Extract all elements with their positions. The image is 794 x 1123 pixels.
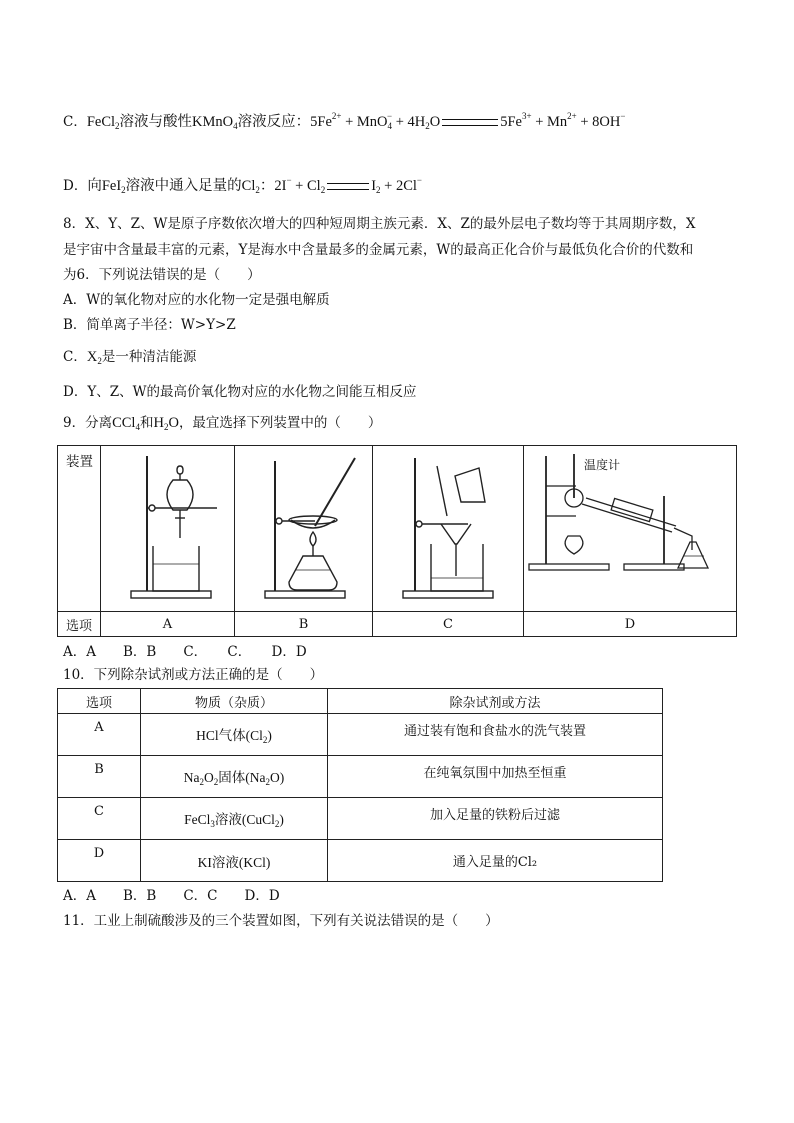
q9-option-d: D xyxy=(524,612,737,637)
q8-option-b: B．简单离子半径：W>Y>Z xyxy=(63,317,236,333)
q9-option-b: B xyxy=(235,612,373,637)
option-d-label: D． xyxy=(63,178,88,194)
q9-answers: A．A B．B C． C． D．D xyxy=(63,644,307,660)
q8-option-d: D．Y、Z、W的最高价氧化物对应的水化物之间能互相反应 xyxy=(63,384,417,400)
option-c xyxy=(63,106,625,136)
thermometer-label: 温度计 xyxy=(584,458,621,472)
q10-row: A HCl气体$(Cl_2)$ 通过装有饱和食盐水的洗气装置 xyxy=(58,714,663,756)
q9-option-c: C xyxy=(373,612,524,637)
q9-option-header: 选项 xyxy=(58,612,101,637)
q8-option-c: C．$X_2$是一种清洁能源 xyxy=(63,349,197,366)
apparatus-a-separatory-funnel xyxy=(101,446,235,612)
q10-answers: A．A B．B C．C D．D xyxy=(63,888,280,904)
q9-apparatus-table xyxy=(57,445,737,637)
q10-row: D KI溶液(KCl) 通入足量的Cl₂ xyxy=(58,840,663,882)
apparatus-d-distillation xyxy=(524,446,737,612)
option-d xyxy=(63,170,422,200)
q10-stem: 10．下列除杂试剂或方法正确的是（ ） xyxy=(63,667,324,683)
q10-row: C FeCl$_3$溶液(CuCl$_2$) 加入足量的铁粉后过滤 xyxy=(58,798,663,840)
q8-stem-line-3: 为6．下列说法错误的是（ ） xyxy=(63,267,261,283)
q8-stem-line-1: 8．X、Y、Z、W是原子序数依次增大的四种短周期主族元素．X、Z的最外层电子数均等于其周期序数，X xyxy=(63,216,696,232)
q9-stem: 9．分离CCl$_4$和$H_2O$，最宜选择下列装置中的（ ） xyxy=(63,415,382,432)
option-c-equation: FeCl$_2$溶液与酸性KMnO$_4$溶液反应：$5Fe^{2+} + MnO_4^- + 4H_2O$ $5Fe^{3+} + Mn^{2+} + 8OH^-$ xyxy=(86,111,626,131)
q9-option-a: A xyxy=(101,612,235,637)
apparatus-c-filtration xyxy=(373,446,524,612)
q8-stem-line-2: 是宇宙中含量最丰富的元素，Y是海水中含量最多的金属元素，W的最高正化合价与最低负化合价的代数和 xyxy=(63,242,694,258)
q11-stem: 11．工业上制硫酸涉及的三个装置如图，下列有关说法错误的是（ ） xyxy=(63,913,499,929)
q10-table xyxy=(57,688,663,882)
q9-row-header: 装置 xyxy=(58,446,101,612)
q8-option-a: A．W的氧化物对应的水化物一定是强电解质 xyxy=(63,292,330,308)
apparatus-b-evaporation xyxy=(235,446,373,612)
q10-header-substance: 物质（杂质） xyxy=(141,689,328,714)
q10-header-option: 选项 xyxy=(58,689,141,714)
q10-row: B $Na_2O_2$固体$(Na_2O)$ 在纯氧氛围中加热至恒重 xyxy=(58,756,663,798)
q10-header-method: 除杂试剂或方法 xyxy=(328,689,663,714)
option-c-label: C． xyxy=(63,114,87,130)
option-d-equation: 向FeI$_2$溶液中通入足量的$Cl_2$：$2I^- + Cl_2$ $I_2 + 2Cl^-$ xyxy=(87,175,422,195)
